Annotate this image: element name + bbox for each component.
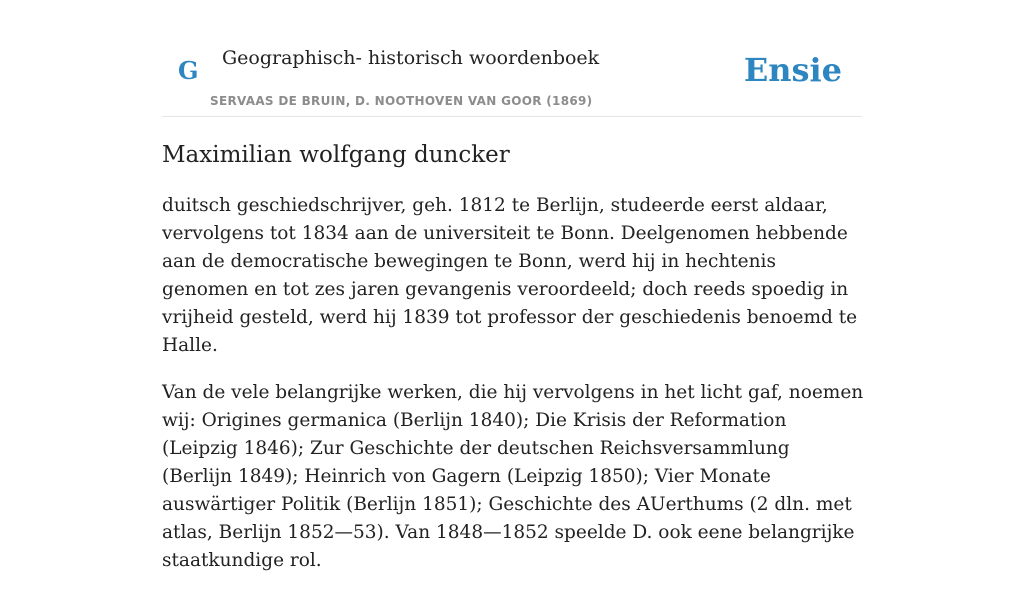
ensie-logo-link[interactable]: Ensie — [743, 51, 842, 89]
entry-content — [162, 192, 864, 594]
source-logo-letter[interactable]: G — [178, 56, 199, 85]
entry-paragraph: Van de vele belangrijke werken, die hij vervolgens in het licht gaf, noemen wij: Origines germanica (Berlijn 1840); Die Krisis der Reformation (Leipzig 1846); Zur Geschichte der deutschen Reichsversammlung (Berlijn 1849); Heinrich von Gagern (Leipzig 1850); Vier Monate auswärtiger Politik (Berlijn 1851); Geschichte des AUerthums (2 dln. met atlas, Berlijn 1852—53). Van 1848—1852 speelde D. ook eene belangrijke staatkundige rol. — [162, 382, 864, 571]
entry-title: Maximilian wolfgang duncker — [162, 142, 510, 168]
entry-paragraph: duitsch geschiedschrijver, geh. 1812 te Berlijn, studeerde eerst aldaar, vervolgens tot 1834 aan de universiteit te Bonn. Deelgenomen hebbende aan de democratische bewegingen te Bonn, werd hij in hechtenis genomen en tot zes jaren gevangenis veroordeeld; doch reeds spoedig in vrijheid gesteld, werd hij 1839 tot professor der geschiedenis benoemd te Halle. — [162, 195, 858, 356]
book-title[interactable]: Geographisch- historisch woordenboek — [222, 47, 600, 69]
book-authors: SERVAAS DE BRUIN, D. NOOTHOVEN VAN GOOR (1869) — [210, 94, 593, 108]
source-header — [162, 0, 862, 117]
